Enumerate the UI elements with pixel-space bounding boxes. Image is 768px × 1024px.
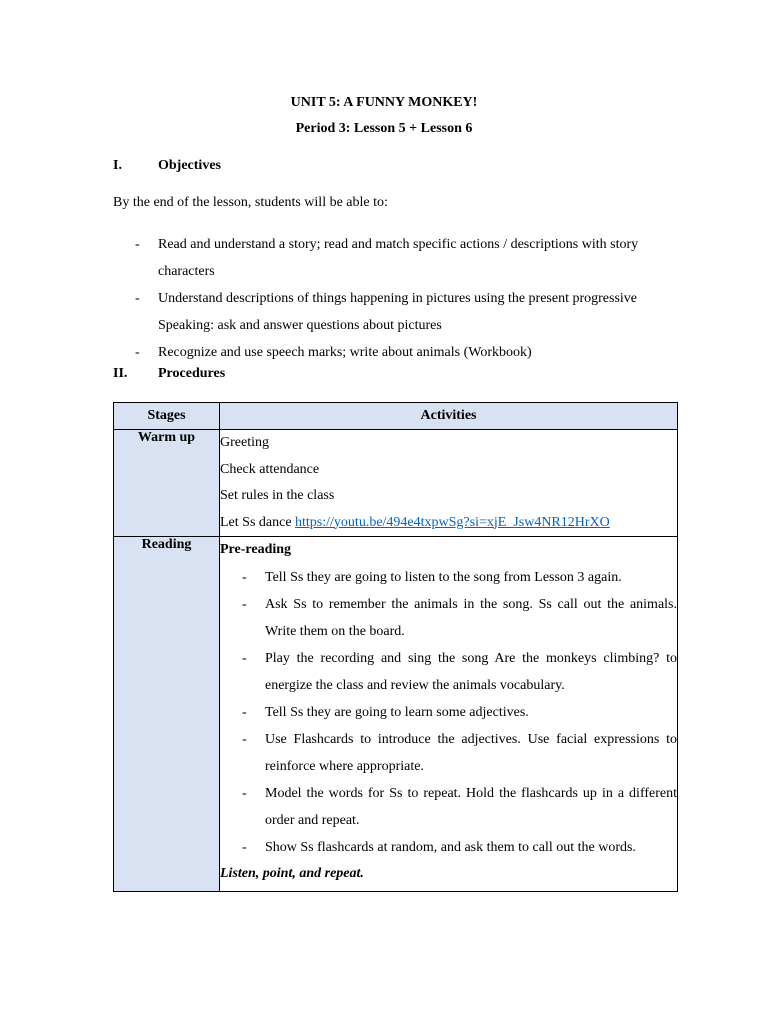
bullet-dash: - [242,785,247,801]
bullet-dash: - [242,650,247,666]
procedures-table [113,402,678,892]
bullet-dash: - [242,731,247,747]
activity-text: Play the recording and sing the song Are the monkeys climbing? to energize the class and review the animals vocabulary. [265,650,677,693]
objective-item [113,339,678,366]
section-title: Procedures [158,366,226,381]
objectives-list [113,231,678,366]
activity-item [220,645,677,699]
stages-header: Stages [114,403,220,430]
activity-text: Use Flashcards to introduce the adjectives. Use facial expressions to reinforce where appropriate. [265,731,677,774]
stage-label: Reading [141,537,192,552]
objective-item [113,231,678,285]
activity-line: Greeting [220,435,269,450]
section-number: II. [113,366,128,381]
activity-item [220,564,677,591]
activity-text: Model the words for Ss to repeat. Hold the flashcards up in a different order and repeat. [265,785,677,828]
activity-text: Tell Ss they are going to learn some adjectives. [265,704,529,720]
activity-text: Show Ss flashcards at random, and ask them to call out the words. [265,839,636,855]
bullet-dash: - [135,291,140,306]
activity-line [220,510,677,537]
bullet-dash: - [135,345,140,360]
activities-header: Activities [220,403,678,430]
section-number: I. [113,158,122,173]
objectives-heading [113,158,221,174]
bullet-dash: - [242,704,247,720]
unit-title: UNIT 5: A FUNNY MONKEY! [290,95,478,110]
table-row [114,430,678,537]
link-prefix: Let Ss dance [220,514,296,530]
section-title: Objectives [158,158,221,173]
objective-text: Read and understand a story; read and match specific actions / descriptions with story characters [158,237,639,279]
bullet-dash: - [242,569,247,585]
activity-line: Set rules in the class [220,488,335,503]
stage-cell [114,537,220,892]
procedures-heading [113,366,225,382]
objective-text: Recognize and use speech marks; write about animals (Workbook) [158,345,532,360]
period-title: Period 3: Lesson 5 + Lesson 6 [295,121,473,136]
activities-cell [220,430,678,537]
objective-text: Understand descriptions of things happening in pictures using the present progressive Speaking: ask and answer questions about pictures [158,291,638,333]
pre-reading-heading: Pre-reading [220,542,292,557]
stage-cell [114,430,220,537]
activities-cell [220,537,678,892]
activity-item [220,834,677,861]
activity-item [220,699,677,726]
activity-text: Ask Ss to remember the animals in the song. Ss call out the animals. Write them on the board. [265,596,677,639]
activity-text: Tell Ss they are going to listen to the song from Lesson 3 again. [265,569,622,585]
objective-item [113,285,678,339]
listen-point-repeat: Listen, point, and repeat. [220,865,364,881]
activity-list [220,564,677,861]
table-row [114,537,678,892]
table-header-row [114,403,678,430]
activity-item [220,726,677,780]
objectives-intro: By the end of the lesson, students will be able to: [113,195,388,210]
activity-item [220,591,677,645]
activity-item [220,780,677,834]
video-link[interactable]: https://youtu.be/494e4txpwSg?si=xjE_Jsw4NR12HrXO [295,514,610,530]
bullet-dash: - [242,839,247,855]
bullet-dash: - [135,237,140,252]
bullet-dash: - [242,596,247,612]
activity-line: Check attendance [220,461,320,477]
stage-label: Warm up [137,430,196,445]
